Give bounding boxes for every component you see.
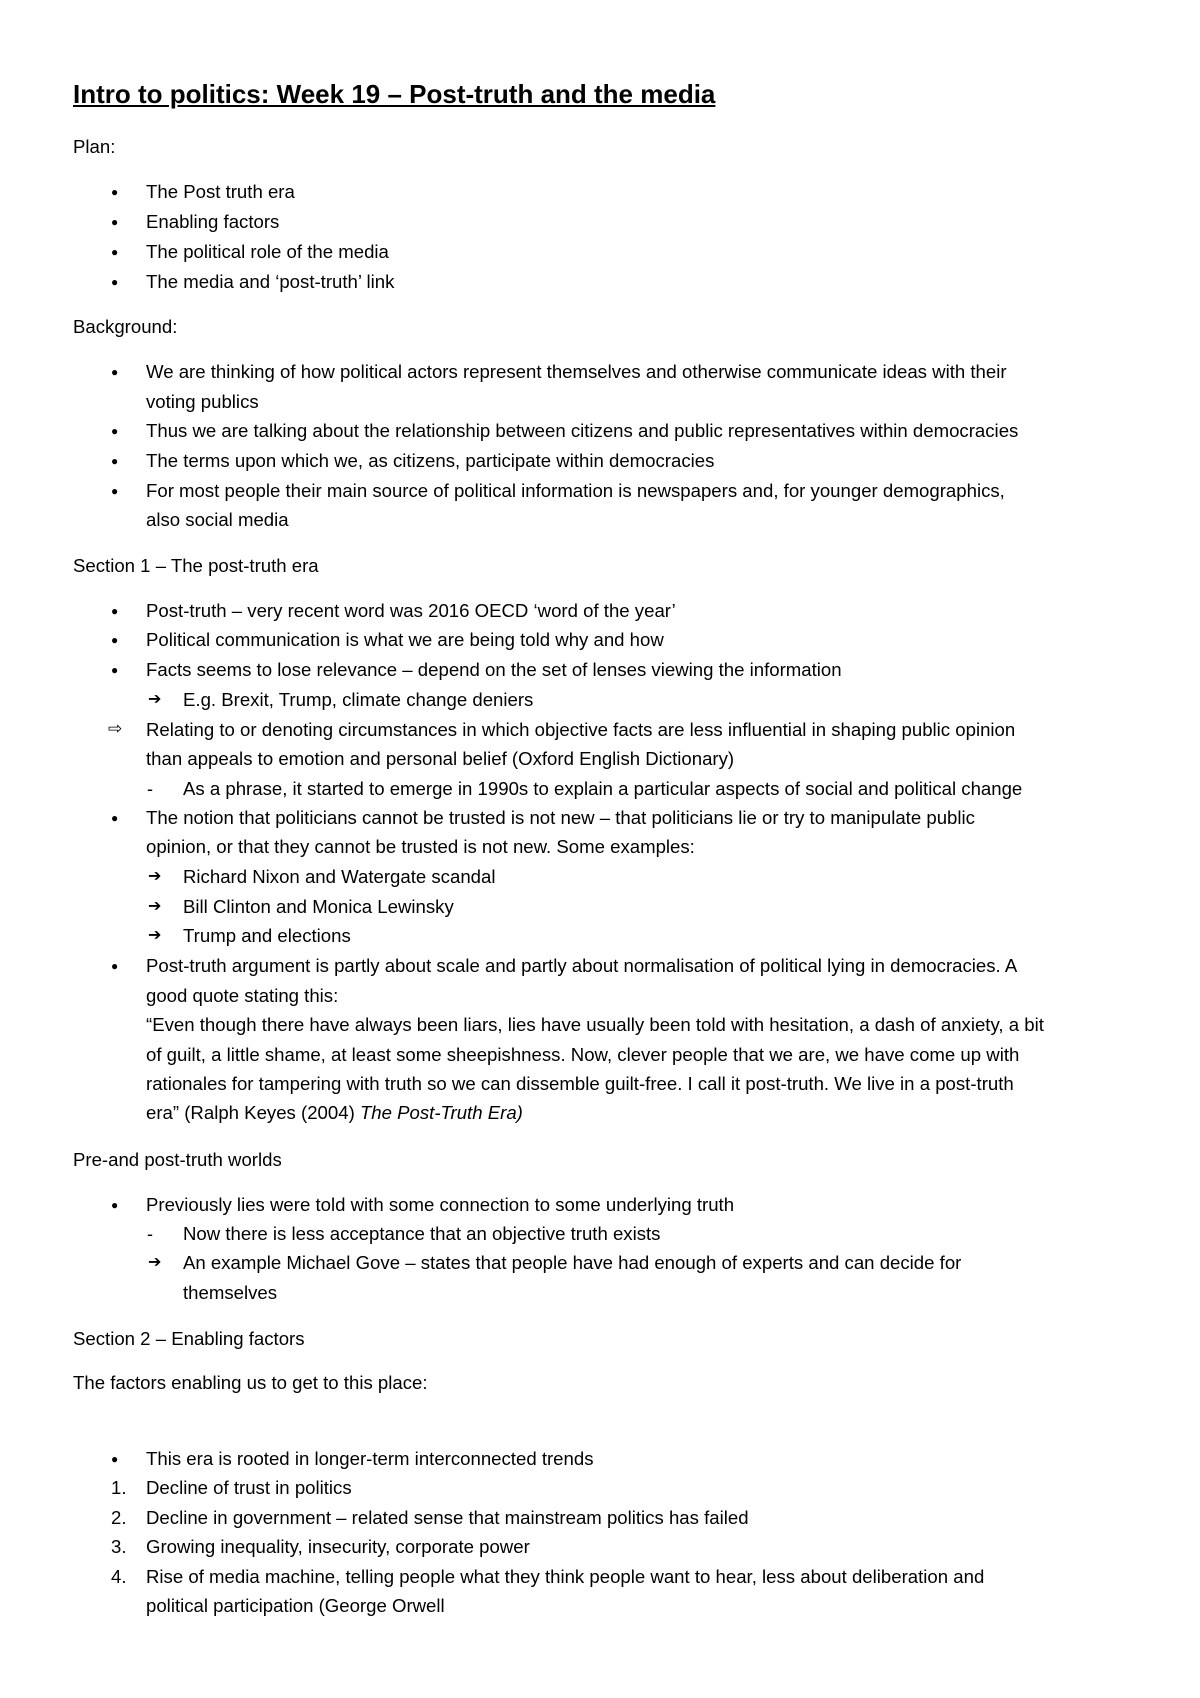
bullet-icon: ● <box>111 484 119 498</box>
section2-bullet: This era is rooted in longer-term interconnected trends <box>146 1448 594 1469</box>
numbered-item: Decline of trust in politics <box>146 1477 352 1498</box>
background-item-line: also social media <box>146 509 289 530</box>
worlds-bullet: Previously lies were told with some connection to some underlying truth <box>146 1194 735 1215</box>
bullet-icon: ● <box>111 185 119 199</box>
dash-icon: - <box>147 1224 153 1244</box>
example-item: Richard Nixon and Watergate scandal <box>183 866 496 887</box>
bullet-icon: ● <box>111 454 119 468</box>
worlds-arrow-line: themselves <box>183 1282 278 1303</box>
plan-item: Enabling factors <box>146 211 280 232</box>
section1-bullet-line: Post-truth argument is partly about scale and partly about normalisation of political lying in democracies. A <box>146 955 1018 976</box>
list-number: 3. <box>111 1536 127 1557</box>
bullet-icon: ● <box>111 1198 119 1212</box>
numbered-item: Growing inequality, insecurity, corporate power <box>146 1536 530 1557</box>
arrow-right-icon: ➔ <box>148 898 162 915</box>
numbered-item-line: political participation (George Orwell <box>146 1595 445 1616</box>
bullet-icon: ● <box>111 424 119 438</box>
section1-arrow-item: E.g. Brexit, Trump, climate change deniers <box>183 689 534 710</box>
plan-item: The political role of the media <box>146 241 389 262</box>
definition-line: than appeals to emotion and personal belief (Oxford English Dictionary) <box>146 748 735 769</box>
worlds-dash-item: Now there is less acceptance that an objective truth exists <box>183 1223 661 1244</box>
list-number: 2. <box>111 1507 127 1528</box>
section2-heading: Section 2 – Enabling factors <box>73 1328 305 1349</box>
quote-citation: era” (Ralph Keyes (2004) <box>146 1102 360 1123</box>
section1-bullet-line: opinion, or that they cannot be trusted is not new. Some examples: <box>146 836 695 857</box>
arrow-right-icon: ➔ <box>148 927 162 944</box>
bullet-icon: ● <box>111 811 119 825</box>
worlds-heading: Pre-and post-truth worlds <box>73 1149 282 1170</box>
section1-bullet: Post-truth – very recent word was 2016 OECD ‘word of the year’ <box>146 600 676 621</box>
background-item-line: For most people their main source of political information is newspapers and, for younger demographics, <box>146 480 1005 501</box>
arrow-right-icon: ➔ <box>148 691 162 708</box>
bullet-icon: ● <box>111 365 119 379</box>
definition-line: Relating to or denoting circumstances in which objective facts are less influential in shaping public opinion <box>146 719 1016 740</box>
section1-bullet: Facts seems to lose relevance – depend on the set of lenses viewing the information <box>146 659 842 680</box>
bullet-icon: ● <box>111 663 119 677</box>
quote-line: of guilt, a little shame, at least some sheepishness. Now, clever people that we are, we have come up with <box>146 1044 1020 1065</box>
section1-bullet: Political communication is what we are being told why and how <box>146 629 664 650</box>
quote-book-title: The Post-Truth Era) <box>359 1102 523 1123</box>
bullet-icon: ● <box>111 1452 119 1466</box>
background-item-line: The terms upon which we, as citizens, participate within democracies <box>146 450 715 471</box>
arrow-right-icon: ➔ <box>148 1254 162 1271</box>
numbered-item-line: Rise of media machine, telling people what they think people want to hear, less about deliberation and <box>146 1566 985 1587</box>
example-item: Trump and elections <box>183 925 351 946</box>
bullet-icon: ● <box>111 633 119 647</box>
section1-bullet-line: good quote stating this: <box>146 985 339 1006</box>
bullet-icon: ● <box>111 215 119 229</box>
background-item-line: Thus we are talking about the relationship between citizens and public representatives within democracies <box>146 420 1019 441</box>
list-number: 1. <box>111 1477 127 1498</box>
numbered-item: Decline in government – related sense that mainstream politics has failed <box>146 1507 749 1528</box>
definition-dash-item: As a phrase, it started to emerge in 1990s to explain a particular aspects of social and political change <box>183 778 1023 799</box>
background-item-line: voting publics <box>146 391 259 412</box>
plan-item: The Post truth era <box>146 181 295 202</box>
document-title: Intro to politics: Week 19 – Post-truth and the media <box>73 79 716 109</box>
worlds-arrow-line: An example Michael Gove – states that people have had enough of experts and can decide for <box>183 1252 962 1273</box>
plan-item: The media and ‘post-truth’ link <box>146 271 395 292</box>
hollow-arrow-icon: ⇨ <box>108 719 123 738</box>
quote-last-line <box>146 1104 523 1123</box>
dash-icon: - <box>147 779 153 799</box>
quote-line: rationales for tampering with truth so we can dissemble guilt-free. I call it post-truth. We live in a post-truth <box>146 1073 1014 1094</box>
list-number: 4. <box>111 1566 127 1587</box>
quote-line: “Even though there have always been liars, lies have usually been told with hesitation, a dash of anxiety, a bit <box>146 1014 1044 1035</box>
section2-intro: The factors enabling us to get to this place: <box>73 1372 428 1393</box>
arrow-right-icon: ➔ <box>148 868 162 885</box>
bullet-icon: ● <box>111 604 119 618</box>
section1-bullet-line: The notion that politicians cannot be trusted is not new – that politicians lie or try to manipulate public <box>146 807 975 828</box>
bullet-icon: ● <box>111 245 119 259</box>
plan-heading: Plan: <box>73 136 116 157</box>
bullet-icon: ● <box>111 959 119 973</box>
background-heading: Background: <box>73 316 178 337</box>
background-item-line: We are thinking of how political actors represent themselves and otherwise communicate ideas with their <box>146 361 1007 382</box>
example-item: Bill Clinton and Monica Lewinsky <box>183 896 454 917</box>
bullet-icon: ● <box>111 275 119 289</box>
section1-heading: Section 1 – The post-truth era <box>73 555 319 576</box>
